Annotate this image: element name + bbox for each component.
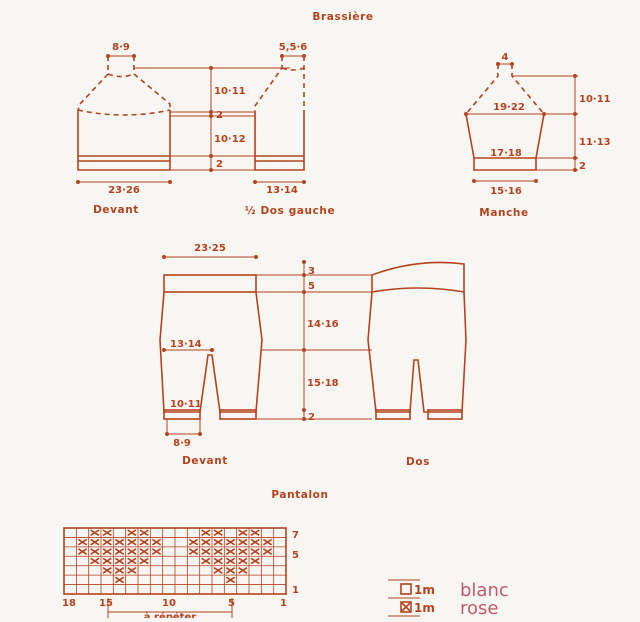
back-neck-label: 5,5·6 <box>278 42 308 53</box>
chart-cross-cell <box>214 568 222 573</box>
brassiere-title: Brassière <box>312 11 374 23</box>
mid-band-label: 2 <box>216 110 223 121</box>
back-caption: ½ Dos gauche <box>244 205 336 217</box>
pants-back-caption: Dos <box>406 456 430 468</box>
chart-cross-cell <box>251 558 259 563</box>
yoke-label: 10·11 <box>214 86 246 97</box>
legend-blanc-label: blanc <box>460 580 509 601</box>
front-neck-curve <box>108 74 134 77</box>
chart-cross-cell <box>140 539 148 544</box>
chart-cross-cell <box>239 558 247 563</box>
chart-cross-cell <box>140 549 148 554</box>
legend-blanc-count: 1m <box>414 583 435 597</box>
pants-rise-label: 5 <box>308 281 315 292</box>
sleeve-body-label: 11·13 <box>579 137 611 148</box>
front-yoke-left <box>78 56 108 110</box>
back-yoke-left <box>255 56 282 112</box>
pants-ankle-label: 8·9 <box>173 438 191 449</box>
chart-cross-cell <box>103 539 111 544</box>
chart-cross-cell <box>251 539 259 544</box>
legend-cross-swatch <box>401 602 411 612</box>
chart-cross-cell <box>263 539 271 544</box>
legend <box>388 580 509 618</box>
sleeve-body <box>466 114 544 170</box>
pants-waistband-label: 3 <box>308 266 315 277</box>
chart-cross-cell <box>214 530 222 535</box>
chart-cross-cell <box>152 549 160 554</box>
chart-cross-cell <box>128 530 136 535</box>
legend-rose-label: rose <box>460 598 499 618</box>
chart-row-7: 7 <box>292 530 299 541</box>
pants-lower-label: 15·18 <box>307 378 339 389</box>
chart-cross-cell <box>239 530 247 535</box>
chart-col-10: 10 <box>162 598 176 609</box>
chart-cross-cell <box>115 568 123 573</box>
chart-cross-cell <box>115 577 123 582</box>
chart-cross-cell <box>103 558 111 563</box>
pants-back-waistband <box>372 262 464 292</box>
chart-cross-cell <box>251 530 259 535</box>
sleeve-cuff-width-label: 17·18 <box>490 148 522 159</box>
chart-cross-cell <box>103 568 111 573</box>
chart-cross-cell <box>140 530 148 535</box>
chart-cross-cell <box>128 558 136 563</box>
chart-col-1: 1 <box>280 598 287 609</box>
chart-cross-cell <box>202 539 210 544</box>
pants-leg-label: 10·11 <box>170 399 202 410</box>
chart-cross-cell <box>214 549 222 554</box>
pants-front-body <box>160 292 262 412</box>
stitch-chart <box>62 528 299 618</box>
chart-cross-cell <box>189 539 197 544</box>
pants-cuff-label: 2 <box>308 412 315 423</box>
pants-dim-column <box>256 260 372 423</box>
chart-cross-cell <box>91 549 99 554</box>
front-yoke-curve <box>78 110 170 115</box>
chart-cross-cell <box>115 549 123 554</box>
pants-thigh-label: 13·14 <box>170 339 202 350</box>
chart-cross-cell <box>189 549 197 554</box>
chart-row-1: 1 <box>292 585 299 596</box>
chart-cross-cell <box>202 549 210 554</box>
chart-cross-cell <box>226 558 234 563</box>
front-yoke-right <box>134 56 170 110</box>
chart-cross-cell <box>78 539 86 544</box>
front-width-label: 23·26 <box>108 185 140 196</box>
chart-cross-cell <box>91 558 99 563</box>
pants-upper-label: 14·16 <box>307 319 339 330</box>
chart-repeat-label: à répéter <box>143 612 197 618</box>
chart-cross-cell <box>202 530 210 535</box>
pants-waist-width-label: 23·25 <box>194 243 226 254</box>
sleeve-cap-label: 10·11 <box>579 94 611 105</box>
back-width-label: 13·14 <box>266 185 298 196</box>
chart-col-5: 5 <box>228 598 235 609</box>
chart-cross-cell <box>214 539 222 544</box>
chart-cross-cell <box>128 539 136 544</box>
chart-cross-cell <box>263 549 271 554</box>
chart-cross-cell <box>239 539 247 544</box>
chart-cross-cell <box>115 539 123 544</box>
chart-cross-cell <box>115 558 123 563</box>
pants-front-waistband <box>164 275 256 292</box>
pants-front-caption: Devant <box>182 455 228 467</box>
front-neck-label: 8·9 <box>112 42 130 53</box>
chart-cross-cell <box>103 530 111 535</box>
chart-cross-cell <box>226 539 234 544</box>
sleeve-width-label: 19·22 <box>493 102 525 113</box>
sleeve-cuff-h-label: 2 <box>579 161 586 172</box>
chart-cross-cell <box>91 530 99 535</box>
chart-cross-cell <box>128 549 136 554</box>
chart-cross-cell <box>202 558 210 563</box>
chart-cross-cell <box>226 577 234 582</box>
pants-back <box>368 262 466 468</box>
body-label: 10·12 <box>214 134 246 145</box>
chart-cross-cell <box>239 568 247 573</box>
back-neck-curve <box>282 68 304 70</box>
chart-col-15: 15 <box>99 598 113 609</box>
chart-cross-cell <box>251 549 259 554</box>
pants-front <box>160 243 262 467</box>
legend-rose-count: 1m <box>414 601 435 615</box>
legend-blank-swatch <box>401 584 411 594</box>
chart-cross-cell <box>226 568 234 573</box>
chart-cross-cell <box>239 549 247 554</box>
chart-grid <box>64 528 286 594</box>
chart-cross-cell <box>78 549 86 554</box>
chart-cross-cell <box>152 539 160 544</box>
hem-label: 2 <box>216 159 223 170</box>
chart-cross-cell <box>91 539 99 544</box>
chart-cross-cell <box>140 558 148 563</box>
chart-cross-cell <box>103 549 111 554</box>
chart-col-18: 18 <box>62 598 76 609</box>
front-caption: Devant <box>93 204 139 216</box>
pants-back-body <box>368 292 466 412</box>
sleeve-top-label: 4 <box>501 52 509 63</box>
chart-cross-cell <box>226 549 234 554</box>
chart-cross-cell <box>128 568 136 573</box>
sleeve-bottom-label: 15·16 <box>490 186 522 197</box>
sleeve-piece <box>464 52 611 219</box>
chart-cross-cell <box>214 558 222 563</box>
pantalon-title: Pantalon <box>271 489 329 501</box>
chart-row-5: 5 <box>292 550 299 561</box>
sleeve-caption: Manche <box>479 207 529 219</box>
